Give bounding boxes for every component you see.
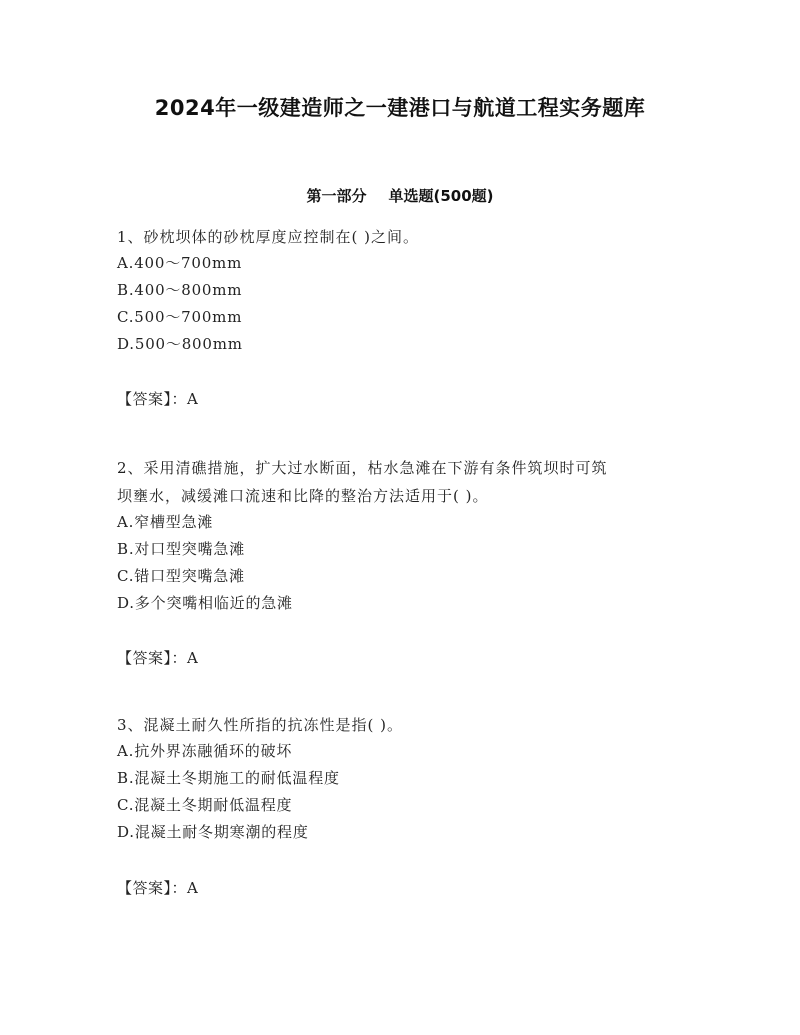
question-stem: 3、混凝土耐久性所指的抗冻性是指( )。 bbox=[117, 716, 404, 734]
option-a: A.窄槽型急滩 bbox=[117, 513, 214, 531]
answer-2: 【答案】：A bbox=[117, 649, 199, 667]
option-a: A.400～700mm bbox=[117, 254, 243, 272]
answer-1: 【答案】：A bbox=[117, 390, 199, 408]
question-stem: 1、砂枕坝体的砂枕厚度应控制在( )之间。 bbox=[117, 228, 420, 246]
question-3 bbox=[117, 712, 687, 846]
option-c: C.500～700mm bbox=[117, 308, 243, 326]
option-a: A.抗外界冻融循环的破坏 bbox=[117, 742, 293, 760]
question-1 bbox=[117, 224, 687, 358]
option-b: B.400～800mm bbox=[117, 281, 243, 299]
option-d: D.500～800mm bbox=[117, 335, 243, 353]
section-type-label: 单选题(500题) bbox=[388, 187, 494, 205]
option-c: C.混凝土冬期耐低温程度 bbox=[117, 796, 293, 814]
question-stem-line-2: 坝壅水，减缓滩口流速和比降的整治方法适用于( )。 bbox=[117, 487, 489, 505]
answer-3: 【答案】：A bbox=[117, 879, 199, 897]
option-b: B.混凝土冬期施工的耐低温程度 bbox=[117, 769, 340, 787]
document-title: 2024年一级建造师之一建港口与航道工程实务题库 bbox=[154, 96, 646, 120]
question-2 bbox=[117, 455, 687, 617]
option-d: D.多个突嘴相临近的急滩 bbox=[117, 594, 293, 612]
question-stem-line-1: 2、采用清礁措施，扩大过水断面，枯水急滩在下游有条件筑坝时可筑 bbox=[117, 459, 608, 477]
option-b: B.对口型突嘴急滩 bbox=[117, 540, 245, 558]
section-part-label: 第一部分 bbox=[306, 187, 367, 205]
option-c: C.错口型突嘴急滩 bbox=[117, 567, 245, 585]
section-title bbox=[0, 185, 800, 206]
option-d: D.混凝土耐冬期寒潮的程度 bbox=[117, 823, 309, 841]
